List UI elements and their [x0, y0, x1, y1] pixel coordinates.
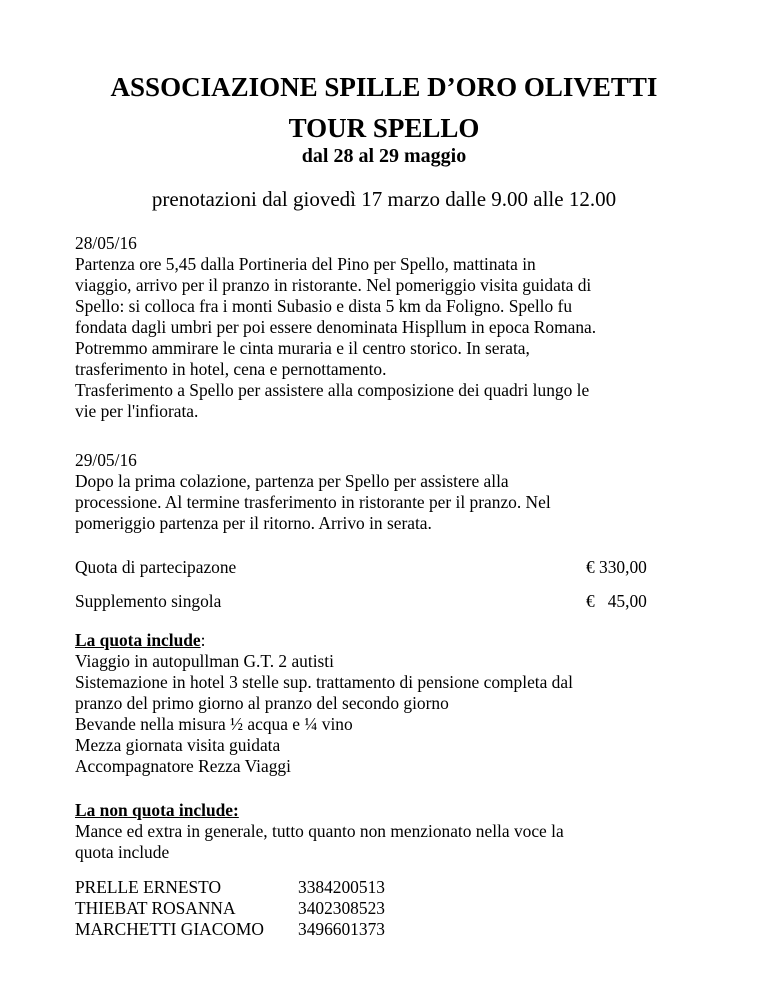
- contact-phone: 3496601373: [298, 919, 385, 939]
- price-amount: € 330,00: [586, 557, 647, 577]
- tour-title: TOUR SPELLO: [288, 113, 480, 143]
- price-label: Quota di partecipazone: [75, 557, 237, 577]
- not-included-heading: La non quota include:: [75, 800, 239, 820]
- included-item: Bevande nella misura ½ acqua e ¼ vino: [75, 714, 353, 734]
- contact-name: MARCHETTI GIACOMO: [75, 919, 264, 939]
- not-included-section: [75, 800, 694, 863]
- contact-phone: 3402308523: [298, 898, 385, 918]
- day2-line: pomeriggio partenza per il ritorno. Arrivo in serata.: [75, 513, 432, 533]
- day2-line: processione. Al termine trasferimento in ristorante per il pranzo. Nel: [75, 492, 551, 512]
- contact-phone: 3384200513: [298, 877, 385, 897]
- day1-date: 28/05/16: [75, 233, 137, 253]
- included-item: Viaggio in autopullman G.T. 2 autisti: [75, 651, 334, 671]
- contact-name: THIEBAT ROSANNA: [75, 898, 236, 918]
- association-title: ASSOCIAZIONE SPILLE D’ORO OLIVETTI: [110, 72, 658, 102]
- price-label: Supplemento singola: [75, 591, 222, 611]
- day1-line: Partenza ore 5,45 dalla Portineria del Pino per Spello, mattinata in: [75, 254, 536, 274]
- included-item: Sistemazione in hotel 3 stelle sup. trattamento di pensione completa dal: [75, 672, 573, 692]
- day2-section: [75, 450, 694, 534]
- booking-info: prenotazioni dal giovedì 17 marzo dalle 9.00 alle 12.00: [151, 187, 617, 211]
- included-item: pranzo del primo giorno al pranzo del secondo giorno: [75, 693, 449, 713]
- day2-date: 29/05/16: [75, 450, 137, 470]
- day1-line: fondata dagli umbri per poi essere denominata Hispllum in epoca Romana.: [75, 317, 597, 337]
- not-included-item: quota include: [75, 842, 170, 862]
- included-colon: :: [200, 630, 206, 650]
- day1-text: [75, 254, 694, 422]
- contact-name: PRELLE ERNESTO: [75, 877, 222, 897]
- included-section: [75, 630, 694, 777]
- tour-dates: dal 28 al 29 maggio: [301, 145, 467, 167]
- day1-line: trasferimento in hotel, cena e pernottamento.: [75, 359, 387, 379]
- day1-line: viaggio, arrivo per il pranzo in ristorante. Nel pomeriggio visita guidata di: [75, 275, 592, 295]
- not-included-item: Mance ed extra in generale, tutto quanto non menzionato nella voce la: [75, 821, 564, 841]
- day1-section: [75, 233, 694, 422]
- included-item: Mezza giornata visita guidata: [75, 735, 281, 755]
- day1-line: Spello: si colloca fra i monti Subasio e dista 5 km da Foligno. Spello fu: [75, 296, 573, 316]
- included-item: Accompagnatore Rezza Viaggi: [75, 756, 291, 776]
- day1-line: Potremmo ammirare le cinta muraria e il centro storico. In serata,: [75, 338, 530, 358]
- day2-line: Dopo la prima colazione, partenza per Spello per assistere alla: [75, 471, 509, 491]
- included-heading-line: [75, 630, 694, 651]
- day1-line: vie per l'infiorata.: [75, 401, 199, 421]
- included-heading: La quota include: [75, 630, 201, 650]
- day1-line: Trasferimento a Spello per assistere alla composizione dei quadri lungo le: [75, 380, 590, 400]
- price-amount: € 45,00: [586, 591, 647, 611]
